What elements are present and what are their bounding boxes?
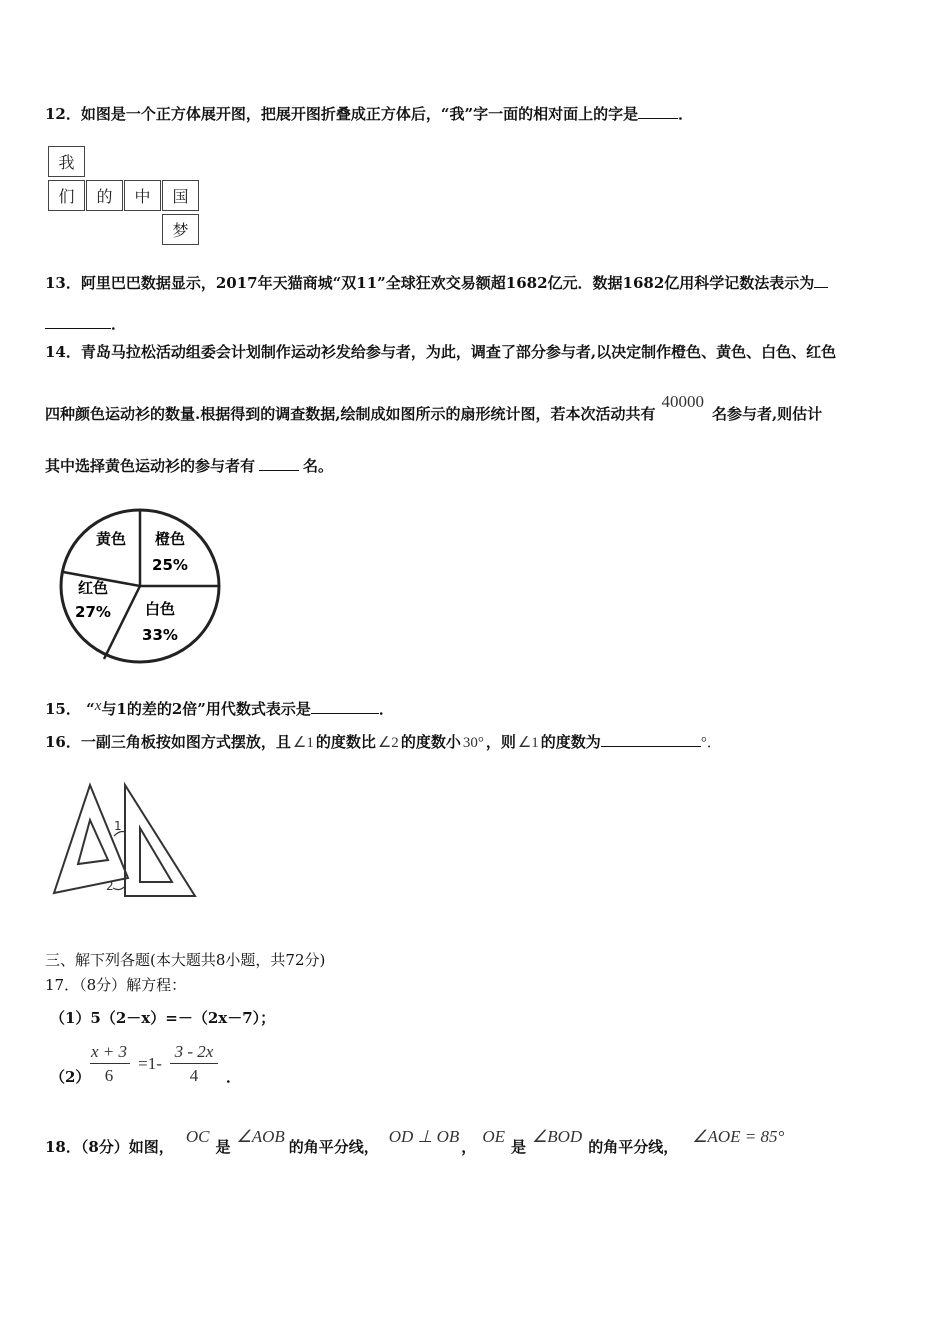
fraction-denominator: 4 [189, 1066, 199, 1085]
variable-x: x [94, 698, 102, 714]
triangle-right-outer [125, 785, 195, 896]
slice-value-red: 27% [75, 603, 111, 621]
od-perp-ob: OD ⊥ OB [388, 1127, 460, 1146]
angle-1: ∠1 [292, 735, 314, 751]
angle-arc [113, 886, 125, 890]
angle-label-1: 1 [114, 819, 122, 833]
section-3-heading: 三、解下列各题(本大题共8小题，共72分) [45, 951, 326, 969]
fraction-denominator: 6 [104, 1066, 114, 1085]
triangle-left-outer [54, 785, 128, 893]
triangle-right-inner [140, 828, 172, 882]
slice-label-orange: 橙色 [154, 530, 186, 548]
slice-label-yellow: 黄色 [95, 530, 127, 548]
question-16: 16．一副三角板按如图方式摆放，且 ∠1 的度数比 ∠2 的度数小 30° ，则 ∠1 的度数为 °． [45, 730, 722, 753]
answer-blank [45, 312, 111, 329]
slice-value-white: 33% [142, 626, 178, 644]
angle-2: ∠2 [377, 735, 399, 751]
triangle-left-inner [78, 820, 108, 864]
angle-aob: ∠AOB [236, 1127, 285, 1146]
fraction-numerator: 3 - 2x [174, 1042, 214, 1061]
ray-oc: OC [185, 1127, 210, 1146]
angle-aoe: ∠AOE = 85° [692, 1127, 785, 1146]
slice-value-orange: 25% [152, 556, 188, 574]
answer-blank [259, 454, 299, 471]
triangles-figure [50, 780, 200, 900]
fraction-numerator: x + 3 [90, 1042, 128, 1061]
fraction-bar [90, 1063, 130, 1064]
question-13: 13．阿里巴巴数据显示，2017年天猫商城“双11”全球狂欢交易额超1682亿元．数据1682亿用科学记数法表示为 [45, 271, 828, 293]
angle-difference: 30° [462, 735, 484, 751]
question-14-line1: 14．青岛马拉松活动组委会计划制作运动衫发给参与者，为此，调查了部分参与者,以决定制作橙色、黄色、白色、红色 [45, 343, 837, 361]
angle-1: ∠1 [517, 735, 539, 751]
question-13-cont: ． [45, 312, 126, 334]
equation-middle: =1- [138, 1054, 162, 1073]
slice-label-red: 红色 [77, 579, 109, 597]
fraction-bar [170, 1063, 218, 1064]
question-15: 15． “x与1的差的2倍”用代数式表示是 ． [45, 698, 394, 718]
net-cell: 的 [86, 180, 123, 211]
net-cell: 中 [124, 180, 161, 211]
ray-oe: OE [482, 1127, 505, 1146]
question-18: 18．（8分）如图，OC是∠AOB的角平分线，OD ⊥ OB，OE是∠BOD的角平分线，∠AOE = 85° [45, 1127, 785, 1156]
pie-chart [55, 505, 225, 667]
equation-end: ． [226, 1068, 242, 1086]
question-17-heading: 17．（8分）解方程： [45, 976, 187, 994]
net-cell: 国 [162, 180, 199, 211]
angle-bod: ∠BOD [532, 1127, 583, 1146]
equation-1: （1）5（2－x）=－（2x－7）； [50, 1009, 276, 1027]
net-cell: 我 [48, 146, 85, 177]
angle-label-2: 2 [106, 879, 114, 893]
question-12: 12．如图是一个正方体展开图，把展开图折叠成正方体后，“我”字一面的相对面上的字是 ． [45, 102, 693, 124]
question-14-line2: 四种颜色运动衫的数量.根据得到的调查数据,绘制成如图所示的扇形统计图，若本次活动共有40000名参与者,则估计 [45, 392, 823, 423]
net-cell: 们 [48, 180, 85, 211]
net-cell: 梦 [162, 214, 199, 245]
question-14-line3: 其中选择黄色运动衫的参与者有 名。 [45, 454, 333, 476]
slice-label-white: 白色 [144, 600, 176, 618]
answer-blank [601, 730, 701, 747]
equation-2-label: （2） [50, 1068, 91, 1086]
answer-blank [311, 697, 379, 714]
participant-total: 40000 [661, 392, 704, 411]
q12-text: 12．如图是一个正方体展开图，把展开图折叠成正方体后，“我”字一面的相对面上的字是 [45, 105, 639, 123]
answer-blank [638, 102, 678, 119]
